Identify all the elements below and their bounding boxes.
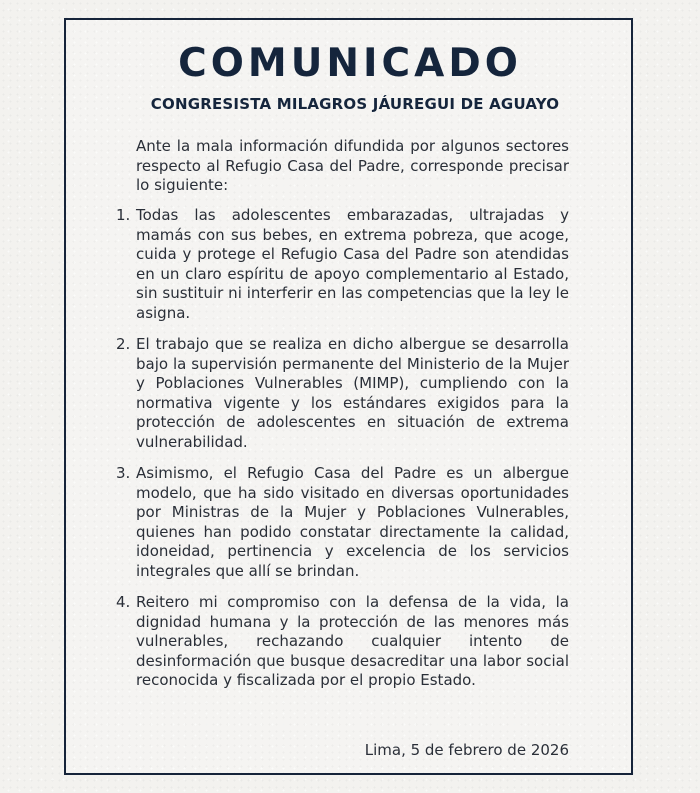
intro-paragraph: Ante la mala información difundida por algunos sectores respecto al Refugio Casa del Padre, corresponde precisar lo siguiente: bbox=[136, 137, 569, 194]
list-item-text: Asimismo, el Refugio Casa del Padre es un albergue modelo, que ha sido visitado en diversas oportunidades por Ministras de la Mujer y Poblaciones Vulnerables, quienes han podido constatar directamente la calidad, idoneidad, pertinencia y excelencia de los servicios integrales que allí se brindan. bbox=[136, 464, 569, 580]
list-item-text: Todas las adolescentes embarazadas, ultrajadas y mamás con sus bebes, en extrema pobreza, que acoge, cuida y protege el Refugio Casa del Padre son atendidas en un claro espíritu de apoyo complementario al Estado, sin sustituir ni interferir en las competencias que la ley le asigna. bbox=[136, 206, 569, 322]
statement-list bbox=[116, 206, 569, 703]
list-item-number: 1. bbox=[116, 206, 131, 224]
closing-date: Lima, 5 de febrero de 2026 bbox=[364, 741, 569, 759]
list-item bbox=[116, 593, 569, 691]
list-item-number: 3. bbox=[116, 464, 131, 482]
list-item bbox=[116, 335, 569, 452]
list-item-number: 2. bbox=[116, 335, 131, 353]
page-title: COMUNICADO bbox=[178, 41, 522, 86]
page-subtitle: CONGRESISTA MILAGROS JÁUREGUI DE AGUAYO bbox=[150, 95, 560, 113]
list-item-number: 4. bbox=[116, 593, 131, 611]
list-item bbox=[116, 464, 569, 581]
list-item-text: El trabajo que se realiza en dicho albergue se desarrolla bajo la supervisión permanente del Ministerio de la Mujer y Poblaciones Vulnerables (MIMP), cumpliendo con la normativa vigente y los estándares exigidos para la protección de adolescentes en situación de extrema vulnerabilidad. bbox=[136, 335, 569, 451]
list-item bbox=[116, 206, 569, 323]
list-item-text: Reitero mi compromiso con la defensa de la vida, la dignidad humana y la protección de las menores más vulnerables, rechazando cualquier intento de desinformación que busque desacreditar una labor social reconocida y fiscalizada por el propio Estado. bbox=[136, 593, 569, 689]
